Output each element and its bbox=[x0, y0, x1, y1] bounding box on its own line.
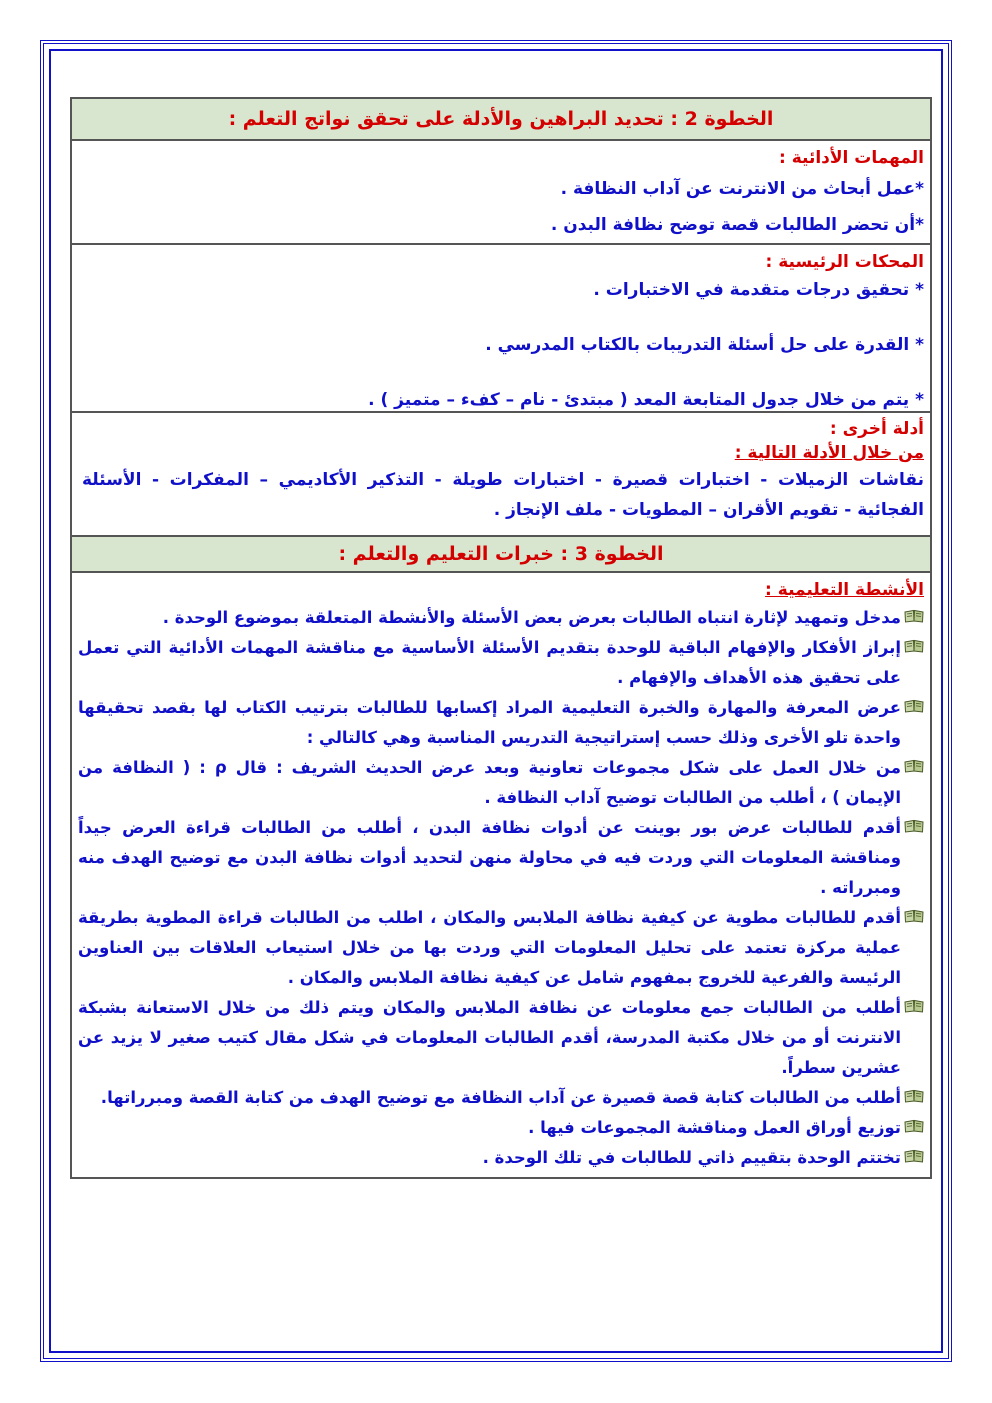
step3-title: الخطوة 3 : خبرات التعليم والتعلم : bbox=[338, 543, 664, 565]
other-evidence-sublabel: من خلال الأدلة التالية : bbox=[734, 443, 924, 463]
book-icon bbox=[904, 909, 924, 923]
book-icon bbox=[904, 609, 924, 623]
book-icon bbox=[904, 819, 924, 833]
lesson-plan-table bbox=[70, 97, 932, 1179]
criteria-line: * القدرة على حل أسئلة التدريبات بالكتاب المدرسي . bbox=[485, 335, 924, 355]
activities-section bbox=[72, 573, 930, 1177]
activity-item-text: تختتم الوحدة بتقييم ذاتي للطالبات في تلك الوحدة . bbox=[482, 1148, 901, 1167]
activity-item bbox=[78, 603, 924, 633]
step2-header bbox=[72, 99, 930, 141]
activities-list bbox=[78, 603, 924, 1173]
criteria-line: * تحقيق درجات متقدمة في الاختبارات . bbox=[593, 280, 924, 300]
activity-item bbox=[78, 1083, 924, 1113]
activity-item bbox=[78, 753, 924, 813]
performance-task-line: *عمل أبحاث من الانترنت عن آداب النظافة . bbox=[560, 179, 924, 199]
main-criteria-section bbox=[72, 245, 930, 413]
book-icon bbox=[904, 759, 924, 773]
performance-tasks-label: المهمات الأدائية : bbox=[779, 148, 924, 168]
activity-item-text: أطلب من الطالبات كتابة قصة قصيرة عن آداب النظافة مع توضيح الهدف من كتابة القصة ومبرراتها. bbox=[100, 1088, 901, 1107]
book-icon bbox=[904, 1119, 924, 1133]
main-criteria-label: المحكات الرئيسية : bbox=[765, 252, 924, 272]
step3-header bbox=[72, 537, 930, 573]
performance-tasks-section bbox=[72, 141, 930, 245]
performance-task-line: *أن تحضر الطالبات قصة توضح نظافة البدن . bbox=[550, 215, 924, 235]
activity-item-text: عرض المعرفة والمهارة والخبرة التعليمية المراد إكسابها للطالبات بترتيب الكتاب لها بقصد تحقيقها واحدة تلو الأخرى وذلك حسب إستراتيجية التدريس المناسبة وهي كالتالي : bbox=[78, 698, 901, 747]
activity-item bbox=[78, 633, 924, 693]
book-icon bbox=[904, 639, 924, 653]
activity-item bbox=[78, 993, 924, 1083]
activities-label: الأنشطة التعليمية : bbox=[765, 580, 924, 600]
book-icon bbox=[904, 699, 924, 713]
other-evidence-text: نقاشات الزميلات - اختبارات قصيرة - اختبارات طويلة - التذكير الأكاديمي – المفكرات - الأسئلة الفجائية - تقويم الأقران – المطويات - ملف الإنجاز . bbox=[82, 470, 924, 520]
activity-item-text: أطلب من الطالبات جمع معلومات عن نظافة الملابس والمكان ويتم ذلك من خلال الاستعانة بشبكة الانترنت أو من خلال مكتبة المدرسة، أقدم الطالبات المعلومات في شكل مقال كتيب صغير لا يزيد عن عشرين سطراً. bbox=[78, 998, 901, 1077]
activity-item-text: أقدم للطالبات مطوية عن كيفية نظافة الملابس والمكان ، اطلب من الطالبات قراءة المطوية بطريقة عملية مركزة تعتمد على تحليل المعلومات التي وردت بها من خلال استيعاب العلاقات بين العناوين الرئيسة والفرعية للخروج بمفهوم شامل عن كيفية نظافة الملابس والمكان . bbox=[78, 908, 901, 987]
activity-item-text: إبراز الأفكار والإفهام الباقية للوحدة بتقديم الأسئلة الأساسية مع مناقشة المهمات الأدائية التي تعمل على تحقيق هذه الأهداف والإفهام . bbox=[78, 638, 901, 687]
activity-item-text: من خلال العمل على شكل مجموعات تعاونية وبعد عرض الحديث الشريف : قال ρ : ( النظافة من الإيمان ) ، أطلب من الطالبات توضيح آداب النظافة . bbox=[78, 758, 901, 807]
book-icon bbox=[904, 1149, 924, 1163]
book-icon bbox=[904, 1089, 924, 1103]
activity-item-text: أقدم للطالبات عرض بور بوينت عن أدوات نظافة البدن ، أطلب من الطالبات قراءة العرض جيداً ومناقشة المعلومات التي وردت فيه في محاولة منهن لتحديد أدوات نظافة البدن مع توضيح الهدف منه ومبرراته . bbox=[78, 818, 901, 897]
book-icon bbox=[904, 999, 924, 1013]
activity-item bbox=[78, 693, 924, 753]
criteria-line: * يتم من خلال جدول المتابعة المعد ( مبتدئ - نام – كفء – متميز ) . bbox=[368, 390, 924, 410]
activity-item bbox=[78, 1113, 924, 1143]
step2-title: الخطوة 2 : تحديد البراهين والأدلة على تحقق نواتج التعلم : bbox=[228, 108, 774, 130]
activity-item bbox=[78, 813, 924, 903]
activity-item bbox=[78, 1143, 924, 1173]
activity-item bbox=[78, 903, 924, 993]
other-evidence-section bbox=[72, 413, 930, 537]
activity-item-text: مدخل وتمهيد لإثارة انتباه الطالبات بعرض بعض الأسئلة والأنشطة المتعلقة بموضوع الوحدة . bbox=[162, 608, 901, 627]
activity-item-text: توزيع أوراق العمل ومناقشة المجموعات فيها . bbox=[528, 1118, 901, 1137]
other-evidence-label: أدلة أخرى : bbox=[829, 419, 924, 439]
